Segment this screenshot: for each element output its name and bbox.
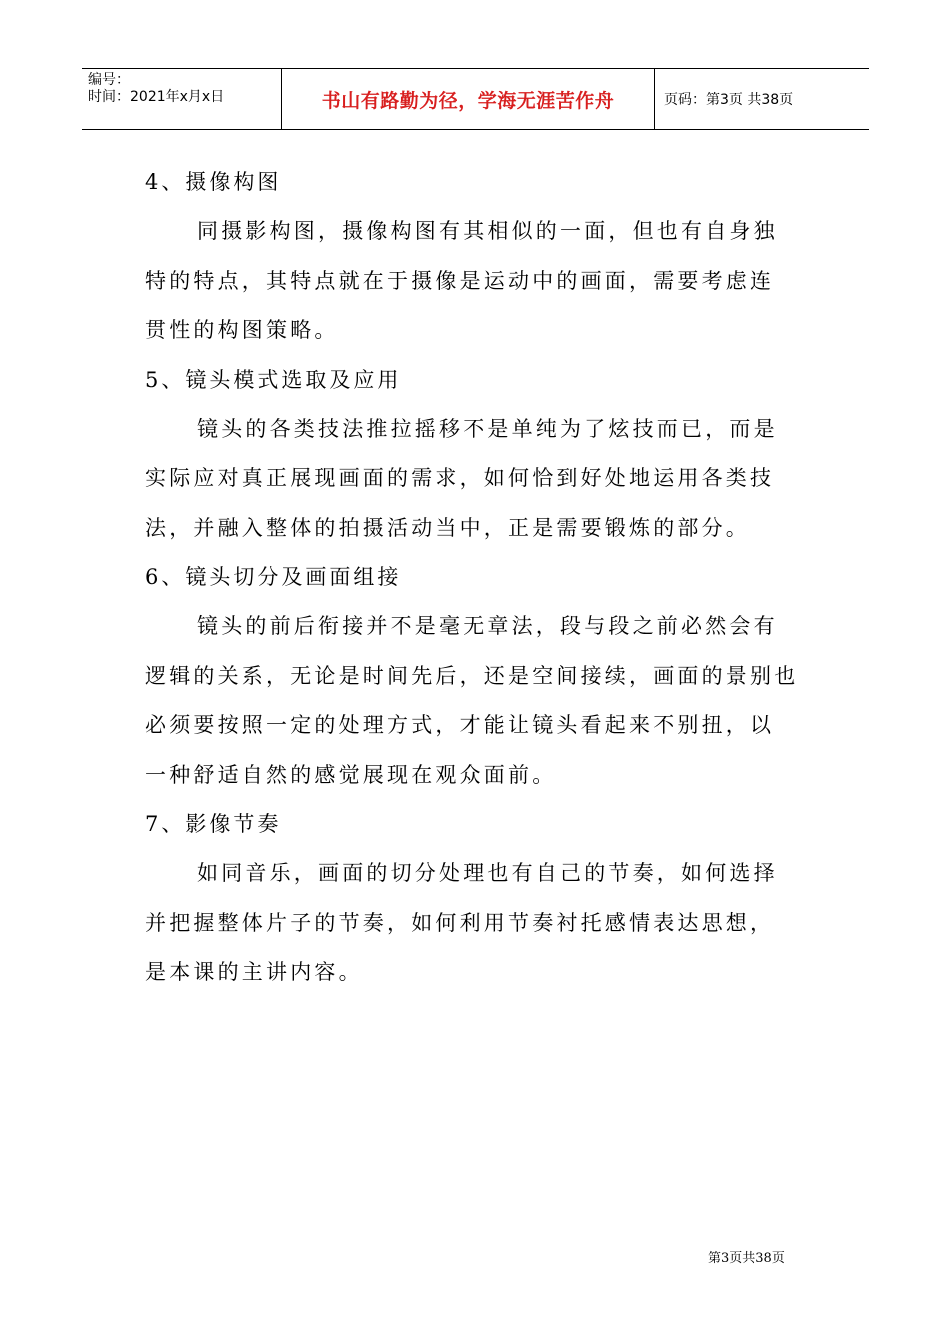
paragraph-line: 镜头的前后衔接并不是毫无章法，段与段之前必然会有 (197, 614, 778, 638)
section-heading: 7、影像节奏 (145, 812, 282, 836)
section-paragraph (145, 602, 809, 800)
section (145, 800, 809, 998)
section (145, 356, 809, 554)
paragraph-line: 逻辑的关系，无论是时间先后，还是空间接续，画面的景别也 (145, 663, 799, 688)
paragraph-line: 并把握整体片子的节奏，如何利用节奏衬托感情表达思想， (145, 910, 775, 935)
section (145, 158, 809, 356)
document-date-label: 时间：2021年x月x日 (88, 89, 225, 105)
paragraph-line: 实际应对真正展现画面的需求，如何恰到好处地运用各类技 (145, 466, 775, 490)
paragraph-line: 必须要按照一定的处理方式，才能让镜头看起来不别扭，以 (145, 713, 775, 737)
document-number-label: 编号： (88, 72, 130, 88)
section-heading: 4、摄像构图 (145, 170, 282, 194)
document-body (145, 158, 809, 998)
page-footer: 第3页共38页 (708, 1251, 785, 1266)
paragraph-line: 贯性的构图策略。 (145, 318, 339, 342)
section-paragraph (145, 405, 809, 554)
header-motto: 书山有路勤为径，学海无涯苦作舟 (321, 89, 615, 112)
header-page-cell (655, 69, 869, 129)
section-heading: 6、镜头切分及画面组接 (145, 565, 402, 589)
paragraph-line: 同摄影构图，摄像构图有其相似的一面，但也有自身独 (197, 219, 778, 243)
section-paragraph (145, 207, 809, 356)
paragraph-line: 镜头的各类技法推拉摇移不是单纯为了炫技而已，而是 (197, 416, 778, 441)
header-page-number: 页码：第3页 共38页 (664, 92, 794, 108)
paragraph-line: 是本课的主讲内容。 (145, 960, 363, 984)
paragraph-line: 法，并融入整体的拍摄活动当中，正是需要锻炼的部分。 (145, 515, 750, 540)
paragraph-line: 如同音乐，画面的切分处理也有自己的节奏，如何选择 (197, 861, 778, 885)
header-motto-cell (282, 69, 655, 129)
paragraph-line: 特的特点，其特点就在于摄像是运动中的画面，需要考虑连 (145, 268, 775, 293)
section-paragraph (145, 849, 809, 998)
section-heading: 5、镜头模式选取及应用 (145, 367, 402, 392)
document-header (82, 68, 869, 130)
section (145, 553, 809, 800)
paragraph-line: 一种舒适自然的感觉展现在观众面前。 (145, 762, 557, 787)
header-meta-cell (82, 69, 282, 129)
